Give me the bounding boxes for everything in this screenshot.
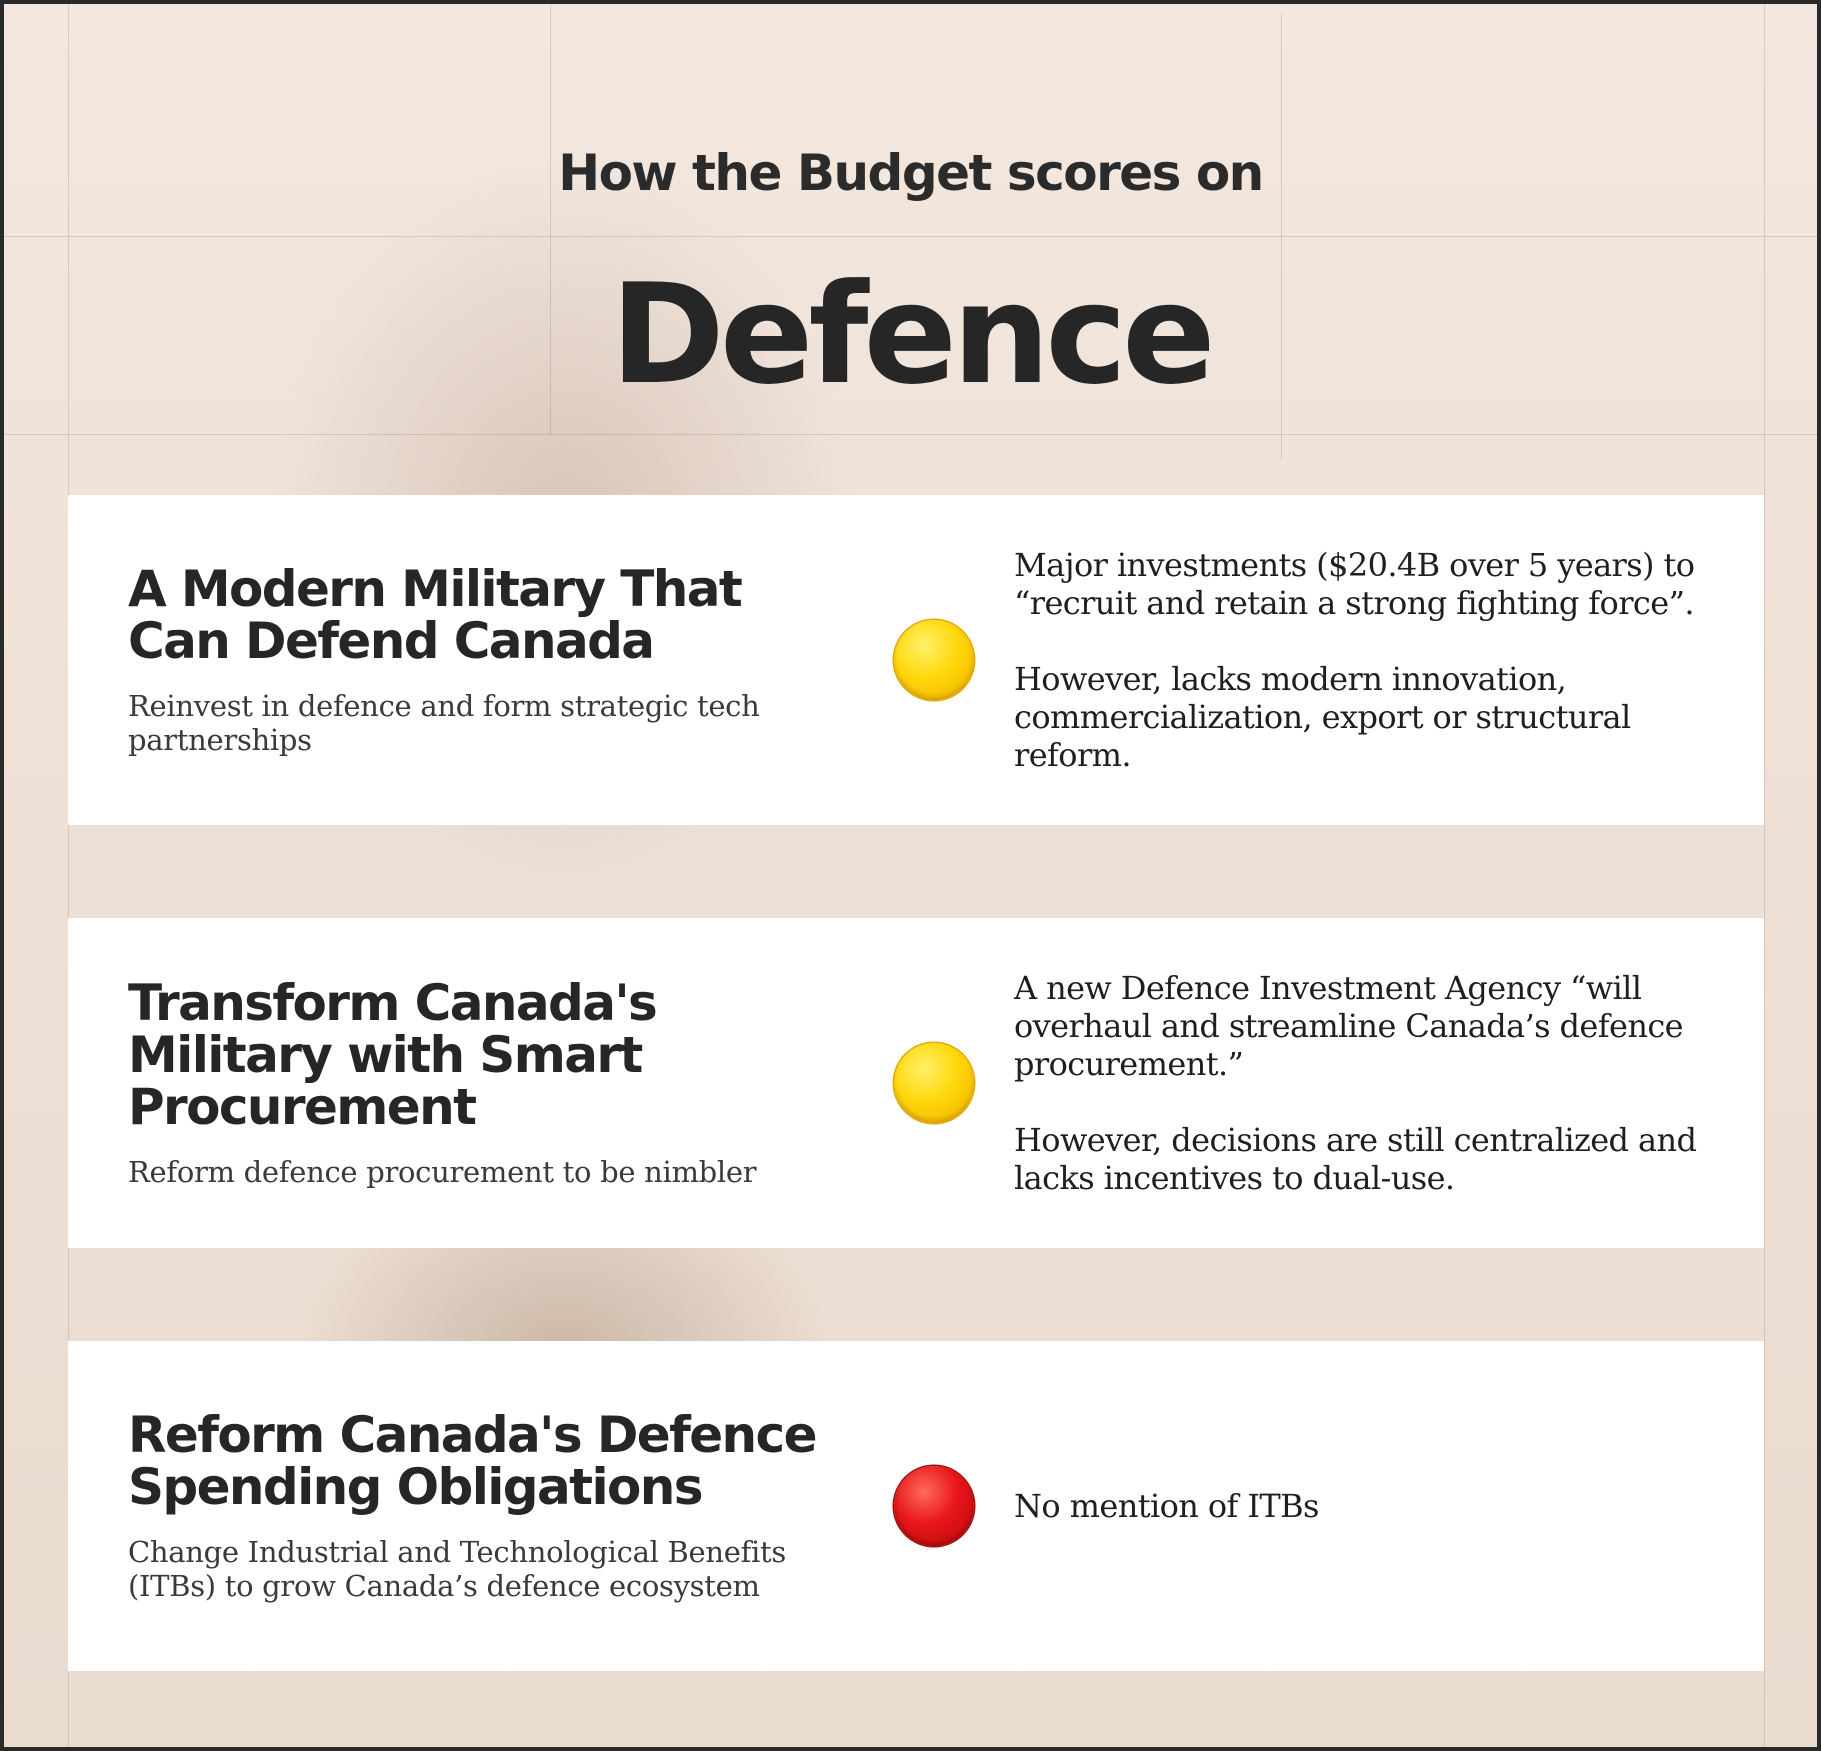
assessment-text: No mention of ITBs	[1014, 1487, 1319, 1525]
card-heading: A Modern Military That Can Defend Canada	[128, 560, 742, 670]
page-title: Defence	[610, 254, 1211, 415]
assessment-text: However, lacks modern innovation, commercialization, export or structural reform.	[1014, 660, 1631, 774]
assessment-text: A new Defence Investment Agency “will overhaul and streamline Canada’s defence procurement.”	[1014, 969, 1684, 1083]
card-heading: Transform Canada's Military with Smart Procurement	[128, 974, 657, 1136]
red-score-icon	[894, 1466, 974, 1546]
score-card-modern-military	[68, 495, 1764, 825]
card-assessment	[1014, 495, 1734, 825]
card-subtitle: Change Industrial and Technological Benefits (ITBs) to grow Canada’s defence ecosystem	[128, 1535, 786, 1603]
card-assessment	[1014, 1341, 1734, 1671]
header	[4, 4, 1817, 484]
yellow-score-icon	[894, 620, 974, 700]
card-subtitle: Reinvest in defence and form strategic tech partnerships	[128, 689, 760, 757]
card-left	[128, 918, 828, 1248]
card-heading: Reform Canada's Defence Spending Obligations	[128, 1406, 816, 1516]
card-left	[128, 1341, 828, 1671]
score-card-smart-procurement	[68, 918, 1764, 1248]
yellow-score-icon	[894, 1043, 974, 1123]
card-assessment	[1014, 918, 1734, 1248]
card-subtitle: Reform defence procurement to be nimbler	[128, 1155, 757, 1189]
assessment-text: Major investments ($20.4B over 5 years) to “recruit and retain a strong fighting force”.	[1014, 546, 1695, 622]
assessment-text: However, decisions are still centralized and lacks incentives to dual-use.	[1014, 1121, 1697, 1197]
card-left	[128, 495, 828, 825]
score-card-spending-obligations	[68, 1341, 1764, 1671]
header-kicker: How the Budget scores on	[558, 144, 1263, 202]
